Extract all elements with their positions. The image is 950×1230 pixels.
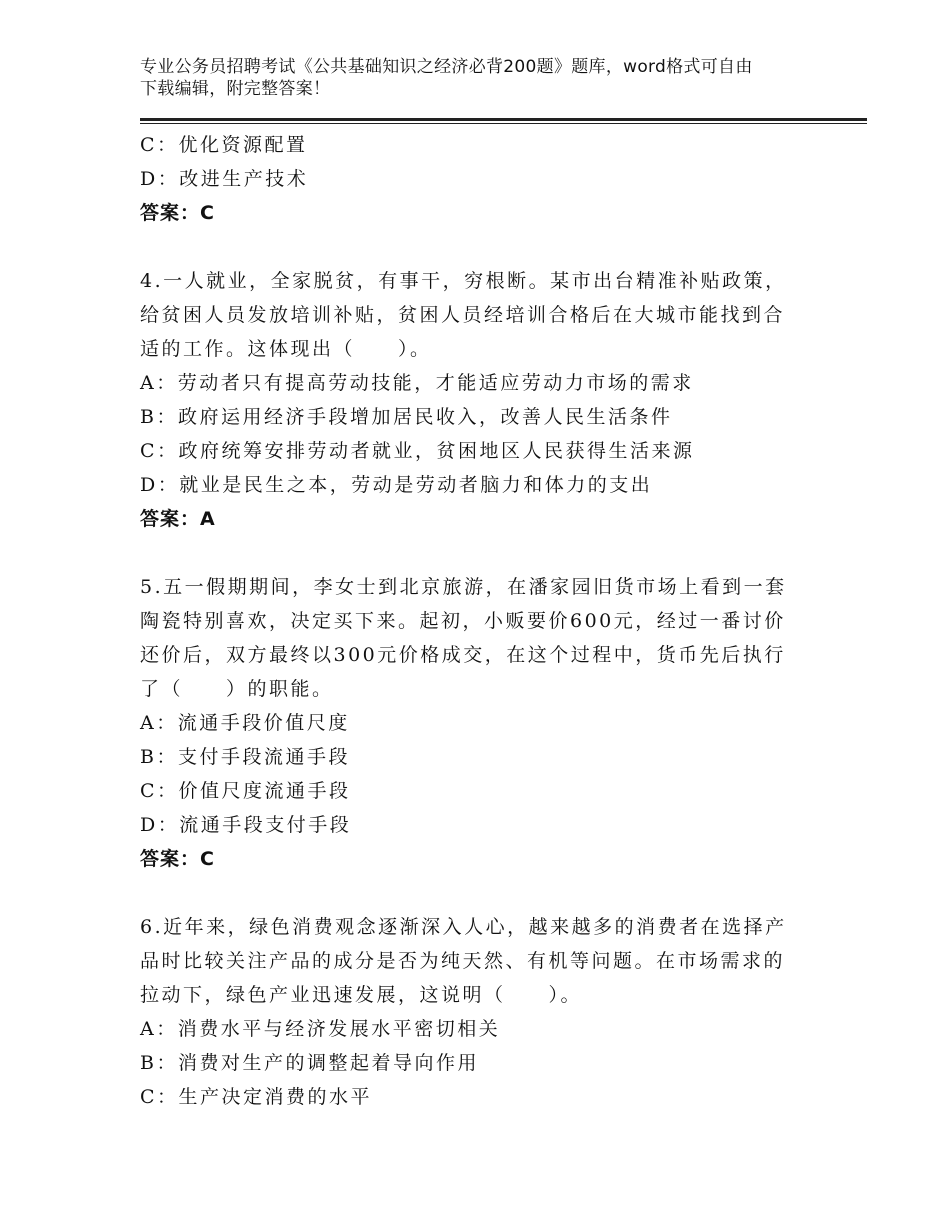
option-c: C：价值尺度流通手段: [140, 780, 351, 802]
question-stem-line: 给贫困人员发放培训补贴，贫困人员经培训合格后在大城市能找到合: [140, 304, 786, 326]
page-header: [140, 56, 820, 100]
question-stem-line: 适的工作。这体现出（ ）。: [140, 338, 432, 360]
question-stem-line: 拉动下，绿色产业迅速发展，这说明（ ）。: [140, 984, 583, 1006]
option-b: B：消费对生产的调整起着导向作用: [140, 1052, 479, 1074]
answer-label: 答案：C: [140, 202, 215, 224]
option-d: D：流通手段支付手段: [140, 814, 352, 836]
question-list: [140, 128, 800, 1114]
question-stem-line: 品时比较关注产品的成分是否为纯天然、有机等问题。在市场需求的: [140, 950, 786, 972]
question-stem-line: 5.五一假期期间，李女士到北京旅游，在潘家园旧货市场上看到一套: [140, 576, 787, 598]
option-a: A：劳动者只有提高劳动技能，才能适应劳动力市场的需求: [140, 372, 694, 394]
question-stem-line: 了（ ）的职能。: [140, 678, 334, 700]
answer-label: 答案：C: [140, 848, 215, 870]
option-c: C：优化资源配置: [140, 134, 308, 156]
header-divider: [140, 118, 867, 126]
option-d: D：改进生产技术: [140, 168, 309, 190]
option-c: C：政府统筹安排劳动者就业，贫困地区人民获得生活来源: [140, 440, 695, 462]
question-block-4: [140, 264, 800, 536]
answer-label: 答案：A: [140, 508, 216, 530]
header-line-1: 专业公务员招聘考试《公共基础知识之经济必背200题》题库，word格式可自由: [140, 57, 753, 77]
question-block-6: [140, 910, 800, 1114]
question-stem-line: 6.近年来，绿色消费观念逐渐深入人心，越来越多的消费者在选择产: [140, 916, 787, 938]
option-b: B：政府运用经济手段增加居民收入，改善人民生活条件: [140, 406, 673, 428]
question-block-5: [140, 570, 800, 876]
question-stem-line: 4.一人就业，全家脱贫，有事干，穷根断。某市出台精准补贴政策，: [140, 270, 787, 292]
header-line-2: 下载编辑，附完整答案！: [140, 79, 331, 99]
option-b: B：支付手段流通手段: [140, 746, 350, 768]
question-stem-line: 陶瓷特别喜欢，决定买下来。起初，小贩要价600元，经过一番讨价: [140, 610, 786, 632]
option-d: D：就业是民生之本，劳动是劳动者脑力和体力的支出: [140, 474, 653, 496]
question-block-3: [140, 128, 800, 230]
option-c: C：生产决定消费的水平: [140, 1086, 373, 1108]
question-stem-line: 还价后，双方最终以300元价格成交，在这个过程中，货币先后执行: [140, 644, 786, 666]
option-a: A：消费水平与经济发展水平密切相关: [140, 1018, 501, 1040]
option-a: A：流通手段价值尺度: [140, 712, 350, 734]
